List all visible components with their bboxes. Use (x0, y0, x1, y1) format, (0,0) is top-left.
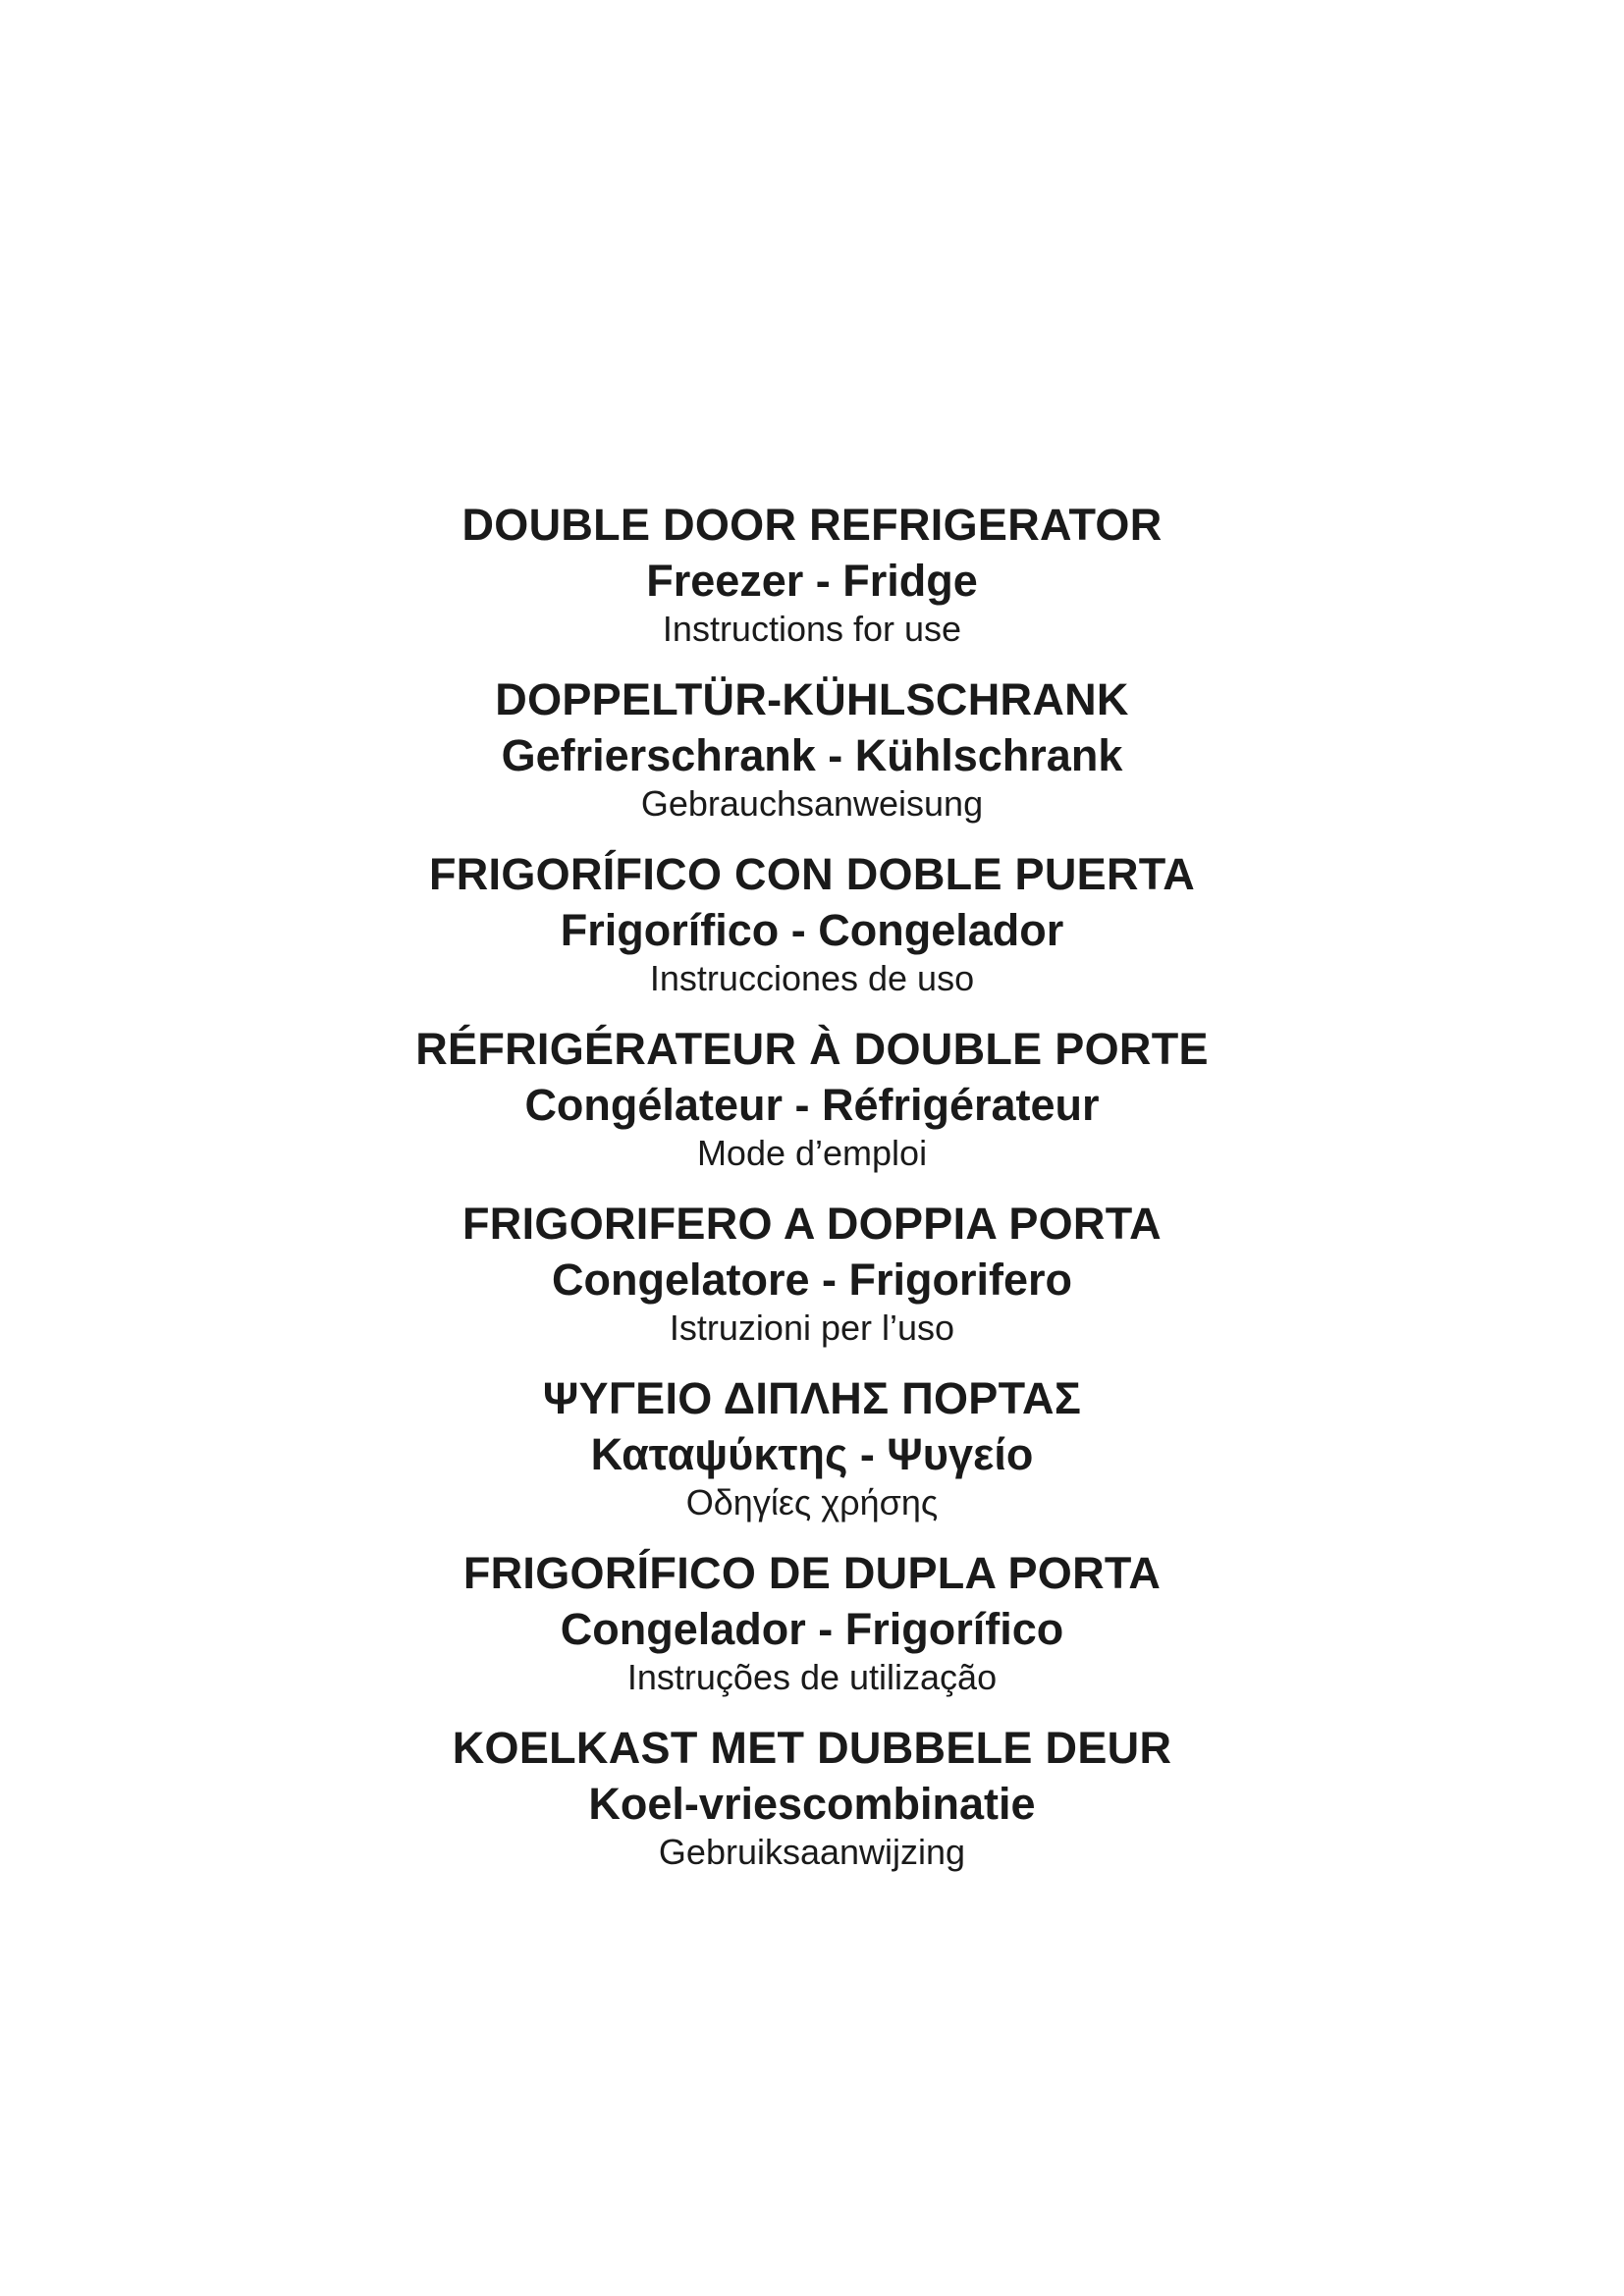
section-spanish (0, 849, 1624, 1027)
product-title: DOPPELTÜR-KÜHLSCHRANK (495, 674, 1129, 724)
product-title: DOUBLE DOOR REFRIGERATOR (461, 500, 1163, 550)
section-english (0, 500, 1624, 677)
product-title: ΨΥΓΕΙΟ ΔΙΠΛΗΣ ΠΟΡΤΑΣ (542, 1373, 1082, 1423)
instructions-label: Istruzioni per l’uso (669, 1308, 955, 1348)
product-subtitle: Congelatore - Frigorifero (551, 1255, 1073, 1305)
product-title: KOELKAST MET DUBBELE DEUR (452, 1723, 1172, 1773)
product-subtitle: Frigorífico - Congelador (560, 905, 1064, 955)
instructions-label: Instrucciones de uso (649, 958, 975, 998)
product-subtitle: Koel-vriescombinatie (588, 1779, 1036, 1829)
product-title: RÉFRIGÉRATEUR À DOUBLE PORTE (415, 1024, 1209, 1074)
product-title: FRIGORÍFICO CON DOBLE PUERTA (428, 849, 1196, 899)
section-dutch (0, 1723, 1624, 1900)
section-greek (0, 1373, 1624, 1551)
language-sections (0, 500, 1624, 1900)
product-title: FRIGORÍFICO DE DUPLA PORTA (462, 1548, 1162, 1598)
section-portuguese (0, 1548, 1624, 1726)
section-german (0, 674, 1624, 852)
instructions-label: Instructions for use (662, 609, 962, 649)
product-subtitle: Congélateur - Réfrigérateur (524, 1080, 1100, 1130)
product-subtitle: Congelador - Frigorífico (560, 1604, 1064, 1654)
product-subtitle: Gefrierschrank - Kühlschrank (501, 730, 1123, 780)
section-italian (0, 1201, 1624, 1376)
instructions-label: Gebrauchsanweisung (640, 783, 984, 824)
product-title: FRIGORIFERO A DOPPIA PORTA (462, 1199, 1162, 1249)
section-french (0, 1024, 1624, 1201)
instructions-label: Οδηγίες χρήσης (685, 1482, 939, 1522)
instructions-label: Gebruiksaanwijzing (658, 1832, 966, 1872)
product-subtitle: Freezer - Fridge (646, 556, 978, 606)
instructions-label: Instruções de utilização (626, 1657, 998, 1697)
instructions-label: Mode d’emploi (696, 1133, 928, 1173)
product-subtitle: Καταψύκτης - Ψυγείο (590, 1429, 1034, 1479)
